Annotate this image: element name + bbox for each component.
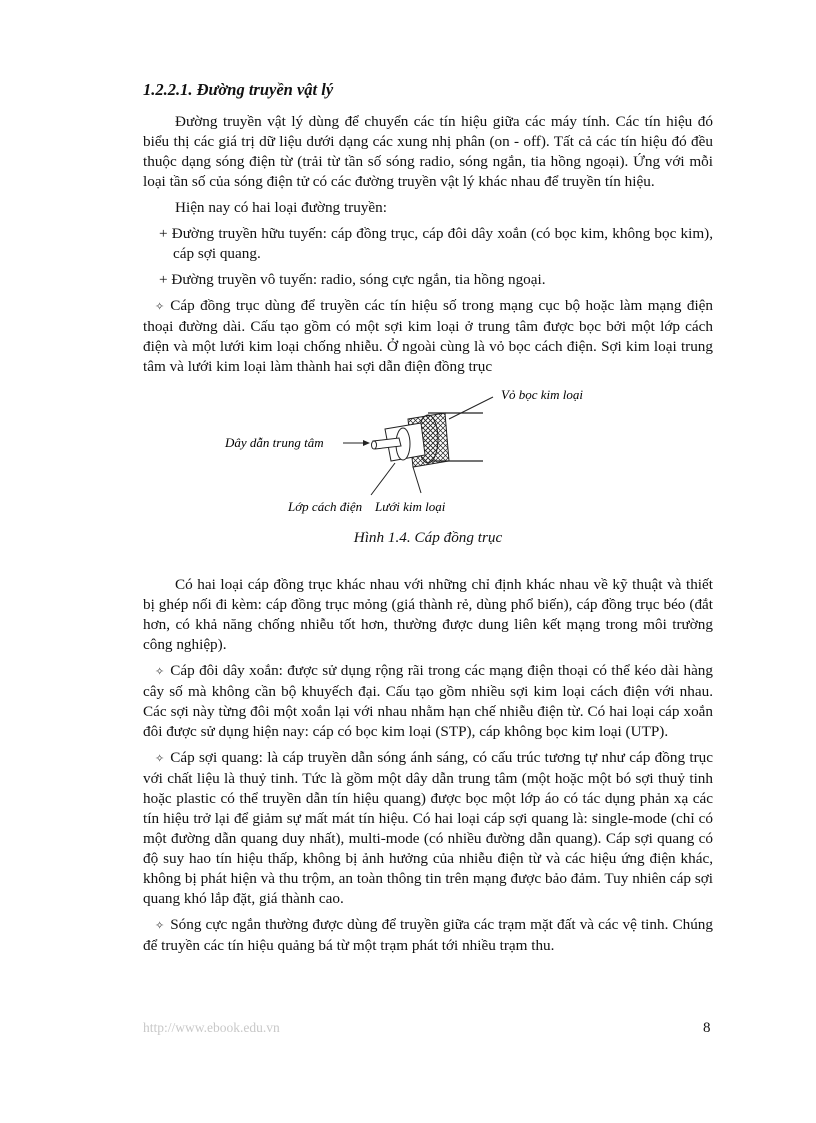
bullet-microwave-text: Sóng cực ngắn thường được dùng để truyền giữa các trạm mặt đất và các vệ tinh. Chúng để truyền các tín hiệu quảng bá từ một trạm phát tới nhiều trạm thu. — [143, 916, 713, 954]
list-item-wireless: + Đường truyền vô tuyến: radio, sóng cực ngắn, tia hồng ngoại. — [159, 271, 546, 288]
bullet-fiber-optic-text: Cáp sợi quang: là cáp truyền dẫn sóng ánh sáng, có cấu trúc tương tự như cáp đồng trục với chất liệu là thuỷ tinh. Tức là gồm một dây dẫn trung tâm (một hoặc một bó sợi thuỷ tinh hoặc plastic có thể truyền dẫn tín hiệu quang) được bọc một lớp áo có tác dụng phản xạ các tín hiệu trở lại để giảm sự mất mát tín hiệu. Có hai loại cáp sợi quang là: single-mode (chỉ có một đường dẫn quang duy nhất), multi-mode (có nhiều đường dẫn quang). Cáp sợi quang có độ suy hao tín hiệu thấp, không bị ảnh hưởng của nhiễu điện từ và các hiệu ứng điện khác, không bị phát hiện và thu trộm, an toàn thông tin trên mạng được bảo đảm. Tuy nhiên cáp sợi quang khó lắp đặt, giá thành cao. — [143, 749, 713, 907]
label-insulation: Lớp cách điện — [288, 499, 363, 514]
arrow-insulation — [371, 463, 395, 495]
arrowhead-core — [363, 440, 370, 446]
diamond-bullet-icon: ✧ — [155, 919, 165, 932]
label-outer-shell: Vỏ bọc kim loại — [501, 387, 583, 402]
bullet-fiber-optic — [143, 748, 713, 909]
label-metal-mesh: Lưới kim loại — [375, 499, 446, 514]
coaxial-cable-diagram — [213, 383, 633, 523]
arrow-mesh — [413, 467, 421, 493]
coaxial-cable-figure — [143, 383, 713, 523]
paragraph-types: Hiện nay có hai loại đường truyền: — [175, 199, 387, 216]
bullet-twisted-pair-text: Cáp đôi dây xoắn: được sử dụng rộng rãi trong các mạng điện thoại có thể kéo dài hàng cây số mà không cần bộ khuyếch đại. Cấu tạo gồm nhiều sợi kim loại cách điện với nhau. Các sợi này từng đôi một xoắn lại với nhau nhằm hạn chế nhiễu điện từ. Có hai loại cáp xoắn đôi được sử dụng hiện nay: cáp có bọc kim loại (STP), cáp không bọc kim loại (UTP). — [143, 662, 713, 740]
bullet-twisted-pair — [143, 661, 713, 742]
bullet-coaxial — [143, 296, 713, 377]
arrow-shell — [449, 397, 493, 419]
diamond-bullet-icon: ✧ — [155, 300, 165, 313]
footer-url-link[interactable]: http://www.ebook.edu.vn — [143, 1020, 280, 1035]
label-center-conductor: Dây dẫn trung tâm — [225, 435, 324, 450]
list-item-wired: + Đường truyền hữu tuyến: cáp đồng trục, cáp đôi dây xoắn (có bọc kim, không bọc kim), cáp sợi quang. — [159, 225, 713, 262]
bullet-microwave — [143, 915, 713, 956]
bullet-coaxial-text: Cáp đồng trục dùng để truyền các tín hiệu số trong mạng cục bộ hoặc làm mạng điện thoại đường dài. Cấu tạo gồm có một sợi kim loại ở trung tâm được bọc bởi một lớp cách điện và một lưới kim loại chống nhiễu. Ở ngoài cùng là vỏ bọc cách điện. Sợi kim loại trung tâm và lưới kim loại làm thành hai sợi dẫn điện đồng trục — [143, 297, 713, 375]
section-heading: 1.2.2.1. Đường truyền vật lý — [143, 80, 334, 99]
paragraph-coax-types: Có hai loại cáp đồng trục khác nhau với những chỉ định khác nhau về kỹ thuật và thiết bị ghép nối đi kèm: cáp đồng trục mỏng (giá thành rẻ, dùng phổ biến), cáp đồng trục béo (đắt hơn, có khả năng chống nhiễu tốt hơn, thường được dung liên kết mạng trong môi trường công nghiệp). — [143, 576, 713, 653]
paragraph-intro: Đường truyền vật lý dùng để chuyển các tín hiệu giữa các máy tính. Các tín hiệu đó biểu thị các giá trị dữ liệu dưới dạng các xung nhị phân (on - off). Tất cả các tín hiệu đó đều thuộc dạng sóng điện từ (trải từ tần số sóng radio, sóng ngắn, tia hồng ngoại). Ứng với mỗi loại tần số của sóng điện tử có các đường truyền vật lý khác nhau để truyền tín hiệu. — [143, 113, 713, 190]
diamond-bullet-icon: ✧ — [155, 752, 165, 765]
diamond-bullet-icon: ✧ — [155, 665, 165, 678]
figure-caption: Hình 1.4. Cáp đồng trục — [353, 529, 503, 546]
document-page — [143, 70, 713, 962]
page-number: 8 — [703, 1020, 711, 1036]
core-end — [372, 441, 377, 449]
